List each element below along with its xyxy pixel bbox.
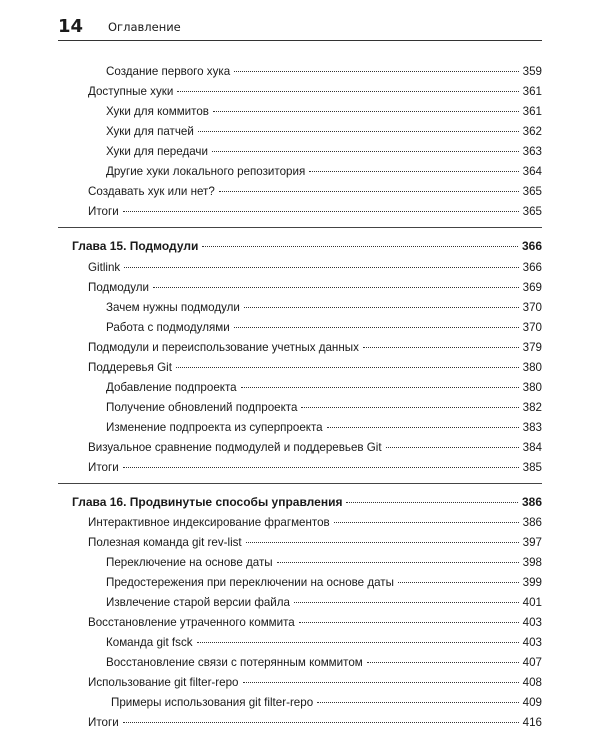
toc-entry[interactable]: Итоги 385 <box>88 461 542 474</box>
chapter-heading[interactable]: Глава 15. Подмодули 366 <box>72 239 542 253</box>
toc-entry[interactable]: Итоги 416 <box>88 716 542 729</box>
toc-entry[interactable]: Использование git filter-repo 408 <box>88 676 542 689</box>
toc-entry[interactable]: Изменение подпроекта из суперпроекта 383 <box>106 421 542 434</box>
toc-entry[interactable]: Получение обновлений подпроекта 382 <box>106 401 542 414</box>
toc-entry[interactable]: Визуальное сравнение подмодулей и поддеревьев Git 384 <box>88 441 542 454</box>
toc-entry[interactable]: Gitlink 366 <box>88 261 542 274</box>
running-title: Оглавление <box>108 20 181 34</box>
divider <box>58 227 542 228</box>
toc-entry[interactable]: Работа с подмодулями 370 <box>106 321 542 334</box>
page-number: 14 <box>58 16 84 37</box>
toc-entry[interactable]: Доступные хуки 361 <box>88 85 542 98</box>
toc-entry[interactable]: Интерактивное индексирование фрагментов 386 <box>88 516 542 529</box>
toc-entry[interactable]: Хуки для патчей 362 <box>106 125 542 138</box>
toc-entry[interactable]: Добавление подпроекта 380 <box>106 381 542 394</box>
toc-entry[interactable]: Подмодули и переиспользование учетных данных 379 <box>88 341 542 354</box>
toc-entry[interactable]: Зачем нужны подмодули 370 <box>106 301 542 314</box>
toc-entry[interactable]: Другие хуки локального репозитория 364 <box>106 165 542 178</box>
toc-entry[interactable]: Создавать хук или нет? 365 <box>88 185 542 198</box>
toc-entry[interactable]: Восстановление утраченного коммита 403 <box>88 616 542 629</box>
toc-entry[interactable]: Поддеревья Git 380 <box>88 361 542 374</box>
toc-entry[interactable]: Примеры использования git filter-repo 409 <box>111 696 542 709</box>
toc-entry[interactable]: Хуки для передачи 363 <box>106 145 542 158</box>
toc-entry[interactable]: Восстановление связи с потерянным коммитом 407 <box>106 656 542 669</box>
divider <box>58 483 542 484</box>
toc-entry[interactable]: Хуки для коммитов 361 <box>106 105 542 118</box>
chapter-heading[interactable]: Глава 16. Продвинутые способы управления 386 <box>72 495 542 509</box>
toc-entry[interactable]: Команда git fsck 403 <box>106 636 542 649</box>
toc-entry[interactable]: Подмодули 369 <box>88 281 542 294</box>
toc-entry[interactable]: Создание первого хука 359 <box>106 65 542 78</box>
page-header <box>58 14 542 41</box>
toc-entry[interactable]: Предостережения при переключении на основе даты 399 <box>106 576 542 589</box>
toc-entry[interactable]: Извлечение старой версии файла 401 <box>106 596 542 609</box>
toc-entry[interactable]: Итоги 365 <box>88 205 542 218</box>
toc-entry[interactable]: Полезная команда git rev-list 397 <box>88 536 542 549</box>
toc-entry[interactable]: Переключение на основе даты 398 <box>106 556 542 569</box>
